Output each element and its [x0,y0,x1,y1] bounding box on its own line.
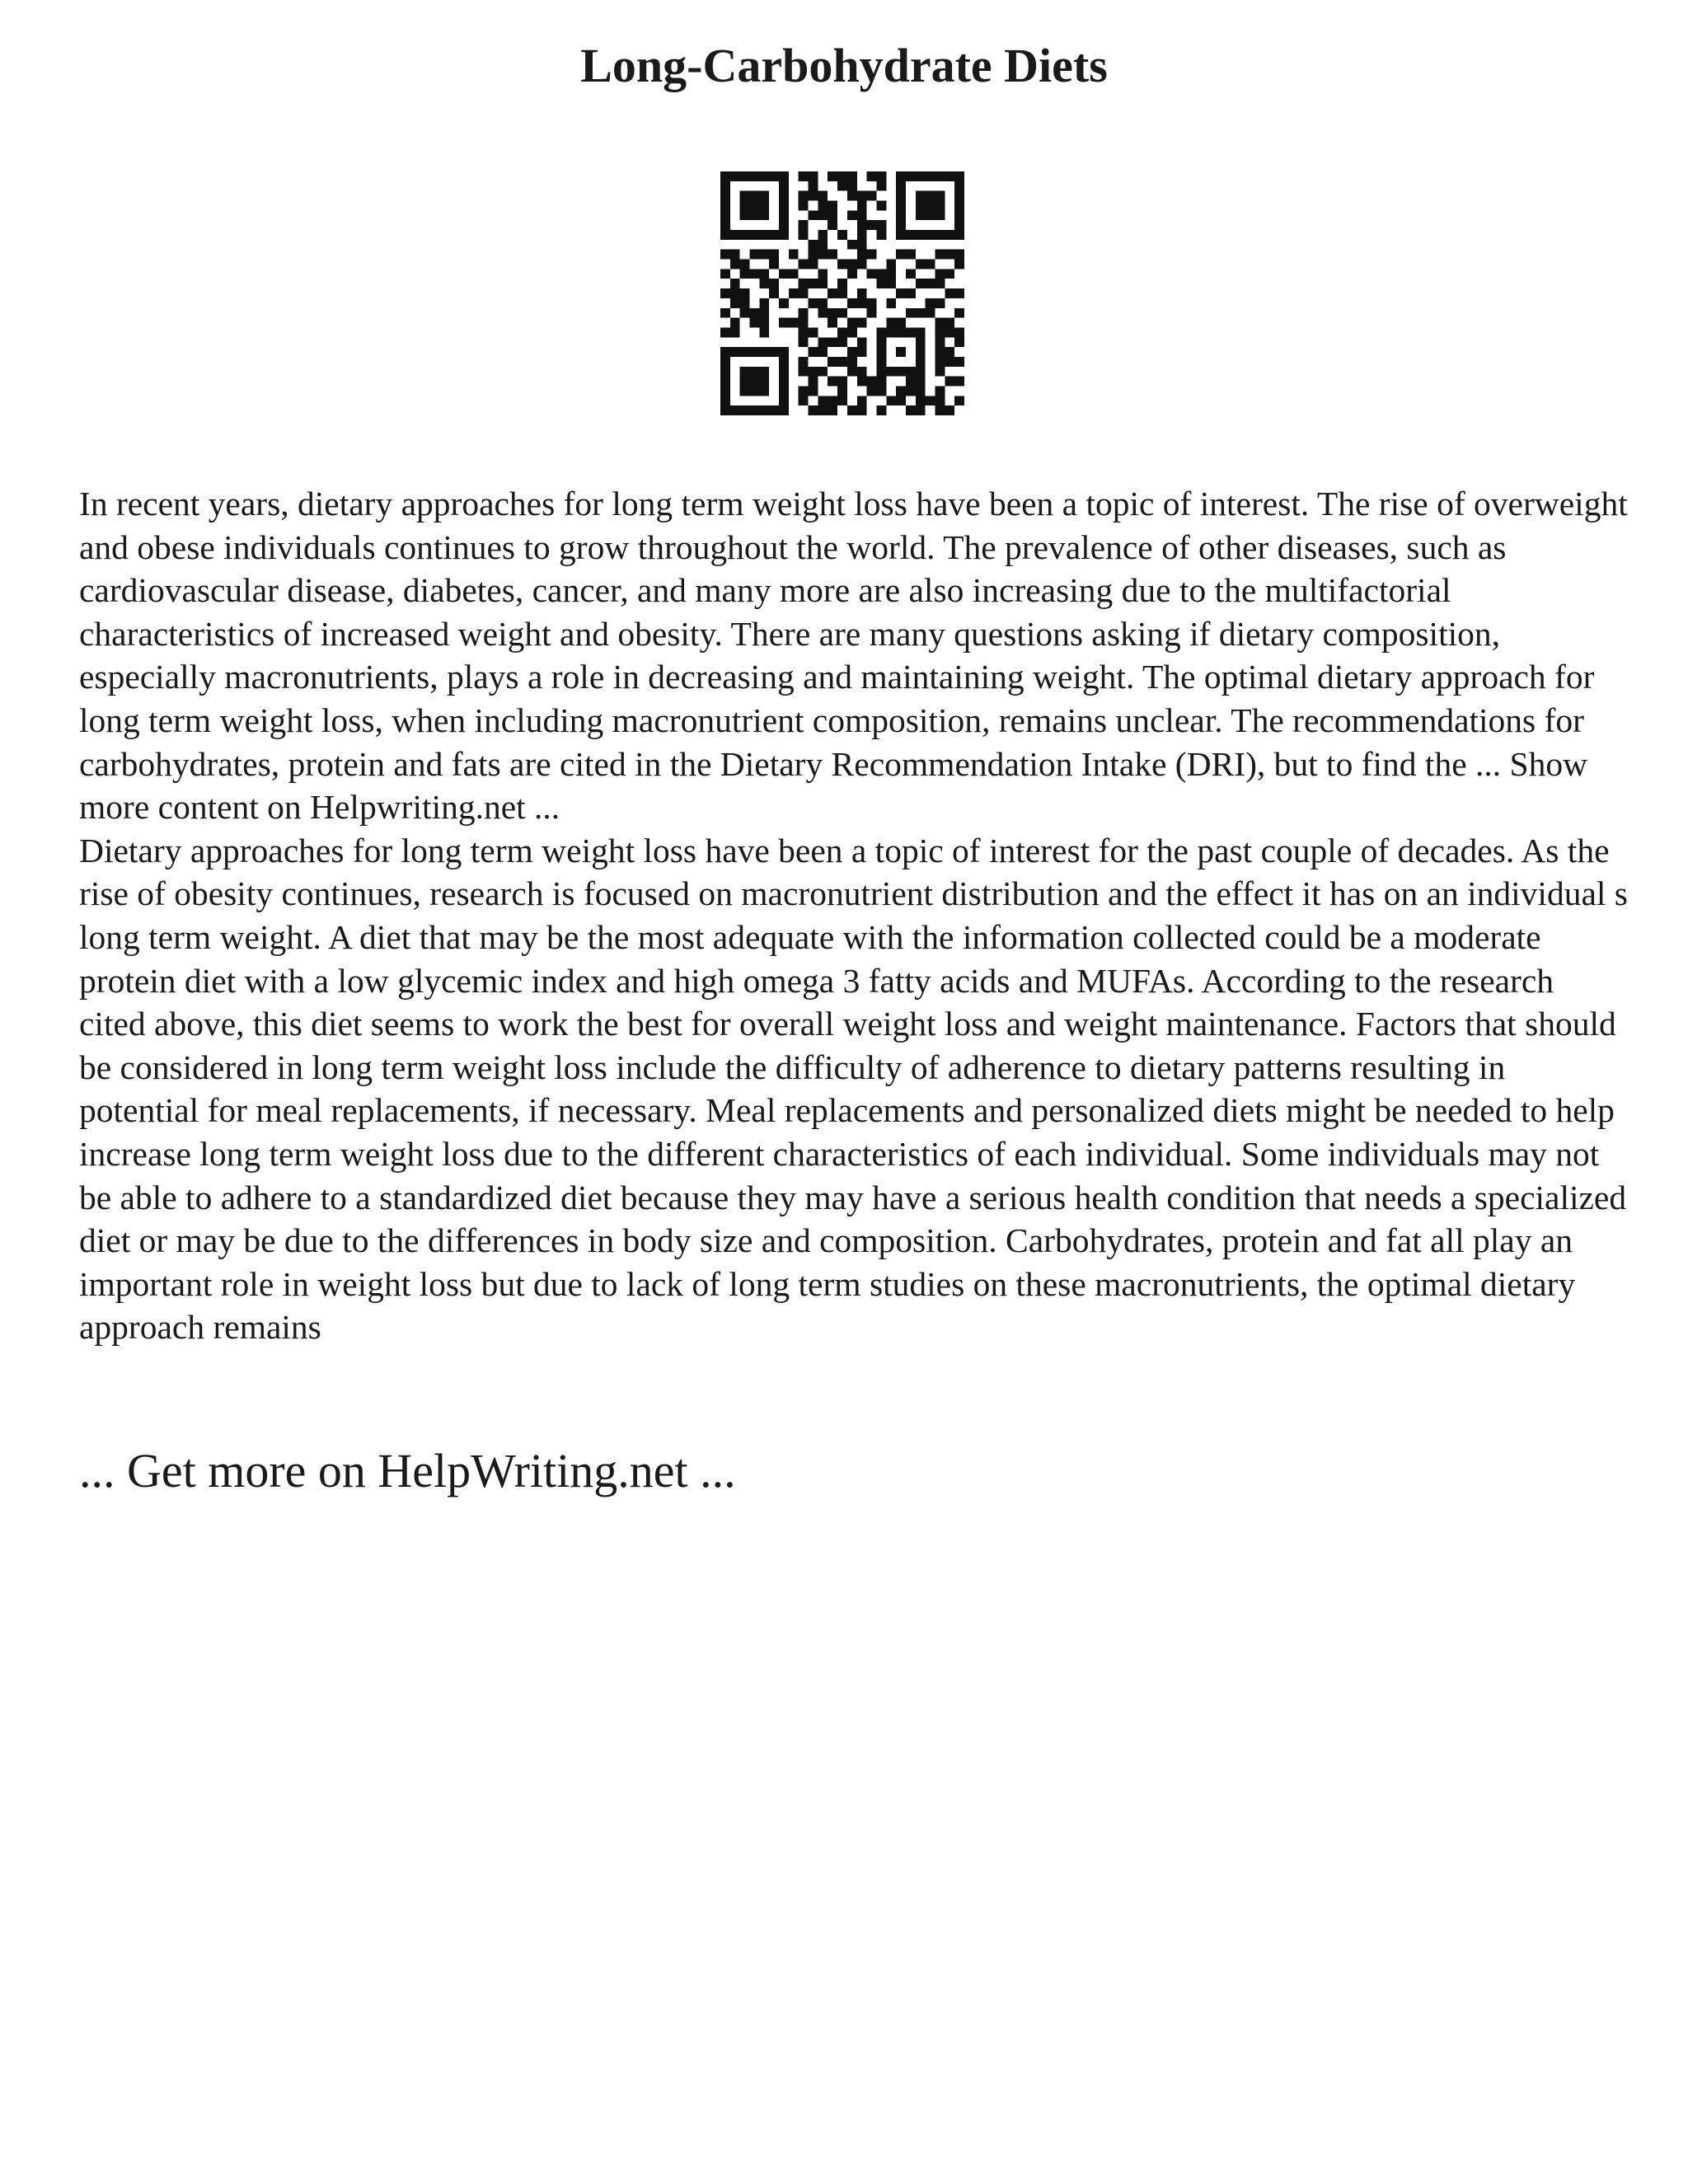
page-title: Long-Carbohydrate Diets [580,39,1108,92]
paragraph-conclusion: Dietary approaches for long term weight loss have been a topic of interest for the past couple of decades. As the rise of obesity continues, research is focused on macronutrient distribution and the effect it has on an individual s long term weight. A diet that may be the most adequate with the information collected could be a moderate protein diet with a low glycemic index and high omega 3 fatty acids and MUFAs. According to the research cited above, this diet seems to work the best for overall weight loss and weight maintenance. Factors that should be considered in long term weight loss include the difficulty of adherence to dietary patterns resulting in potential for meal replacements, if necessary. Meal replacements and personalized diets might be needed to help increase long term weight loss due to the different characteristics of each individual. Some individuals may not be able to adhere to a standardized diet because they may have a serious health condition that needs a specialized diet or may be due to the differences in body size and composition. Carbohydrates, protein and fat all play an important role in weight loss but due to lack of long term studies on these macronutrients, the optimal dietary approach remains [79,831,1628,1347]
paragraph-intro: In recent years, dietary approaches for long term weight loss have been a topic of interest. The rise of overweight and obese individuals continues to grow throughout the world. The prevalence of other diseases, such as cardiovascular disease, diabetes, cancer, and many more are also increasing due to the multifactorial characteristics of increased weight and obesity. There are many questions asking if dietary composition, especially macronutrients, plays a role in decreasing and maintaining weight. The optimal dietary approach for long term weight loss, when including macronutrient composition, remains unclear. The recommendations for carbohydrates, protein and fats are cited in the Dietary Recommendation Intake (DRI), but to find the ... Show more content on Helpwriting.net ... [79,485,1628,827]
get-more-link[interactable]: ... Get more on HelpWriting.net ... [79,1444,736,1497]
article-body [79,482,1629,1349]
qr-code-icon [720,171,964,415]
